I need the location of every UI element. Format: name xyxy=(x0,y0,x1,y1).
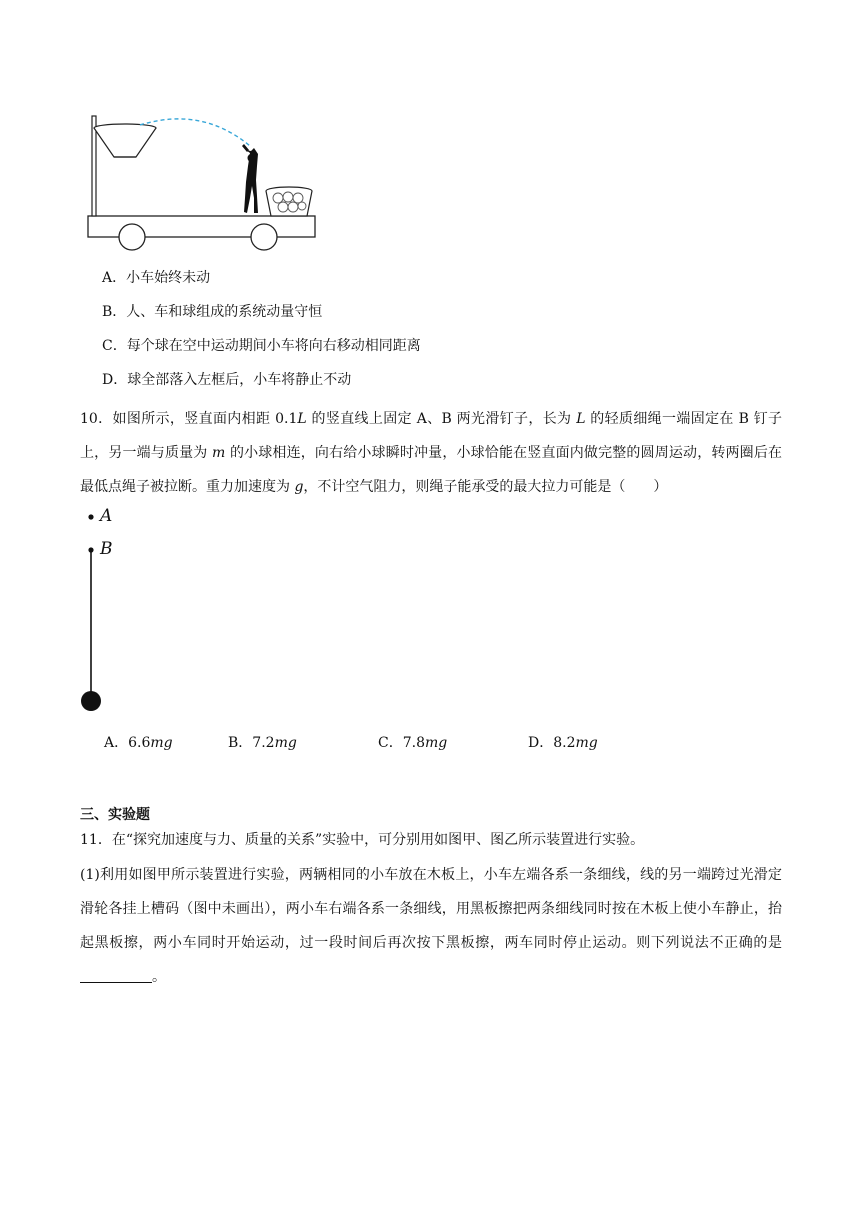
label-a: A xyxy=(100,506,113,526)
cart xyxy=(88,216,315,250)
q11-part1-text: (1)利用如图甲所示装置进行实验，两辆相同的小车放在木板上，小车左端各系一条细线，线的另一端跨过光滑定滑轮各挂上槽码（图中未画出），两小车右端各系一条细线，用黑板擦把两条细线同时按在木板上使小车静止，抬起黑板擦，两小车同时开始运动，过一段时间后再次按下黑板擦，两车同时停止运动。则下列说法不正确的是 xyxy=(80,867,782,951)
q10-choice-c xyxy=(378,732,447,752)
ball-trajectory xyxy=(140,119,250,146)
q10-choice-b xyxy=(228,732,297,752)
choice-letter: D． xyxy=(528,735,554,751)
var-m: m xyxy=(212,445,226,461)
ball xyxy=(81,691,101,711)
player-silhouette xyxy=(242,144,258,213)
section-title: 三、实验题 xyxy=(80,807,150,823)
q9-option-a: A．小车始终未动 xyxy=(102,270,211,286)
q10-choice-a xyxy=(104,732,173,752)
label-b: B xyxy=(100,539,113,559)
choice-unit: mg xyxy=(274,735,297,751)
choice-value: 7.2 xyxy=(252,735,275,751)
question-number: 10． xyxy=(80,411,113,427)
answer-blank[interactable] xyxy=(80,968,152,983)
q9-option-d: D．球全部落入左框后，小车将静止不动 xyxy=(102,372,352,388)
var-L: L xyxy=(576,411,586,427)
q10-text-4: 的小球相连，向右给小球瞬时冲量，小球恰能在竖直面内做完整的圆周运动，转两圈后在最低点绳子被拉断。重力加速度为 xyxy=(80,445,782,495)
q10-text-5: ，不计空气阻力，则绳子能承受的最大拉力可能是（ ） xyxy=(303,479,668,495)
q9-option-b: B．人、车和球组成的系统动量守恒 xyxy=(102,304,323,320)
cart-basketball-figure xyxy=(82,108,322,254)
question-11-intro: 11．在“探究加速度与力、质量的关系”实验中，可分别用如图甲、图乙所示装置进行实验。 xyxy=(80,832,645,848)
question-10-text xyxy=(80,402,782,504)
choice-letter: C． xyxy=(378,735,403,751)
var-L: L xyxy=(297,411,307,427)
choice-value: 7.8 xyxy=(402,735,425,751)
choice-unit: mg xyxy=(150,735,173,751)
q10-text-2: 的竖直线上固定 A、B 两光滑钉子，长为 xyxy=(306,411,577,427)
hoop xyxy=(92,116,156,216)
q10-text-1: 如图所示，竖直面内相距 0.1 xyxy=(112,411,298,427)
nail-a xyxy=(88,514,93,519)
pendulum-figure xyxy=(76,502,156,722)
q10-choice-d xyxy=(528,732,598,752)
choice-letter: B． xyxy=(228,735,253,751)
choice-value: 8.2 xyxy=(553,735,576,751)
q11-part1-end: 。 xyxy=(152,969,166,985)
q10-text-3: 的轻质细绳一端固定在 B 钉子上，另一端与质量为 xyxy=(80,411,783,461)
choice-value: 6.6 xyxy=(128,735,151,751)
choice-letter: A． xyxy=(104,735,129,751)
ball-basket xyxy=(266,187,312,216)
question-11-part-1 xyxy=(80,858,782,994)
choice-unit: mg xyxy=(575,735,598,751)
q9-option-c: C．每个球在空中运动期间小车将向右移动相同距离 xyxy=(102,338,421,354)
choice-unit: mg xyxy=(424,735,448,751)
var-g: g xyxy=(294,479,304,495)
